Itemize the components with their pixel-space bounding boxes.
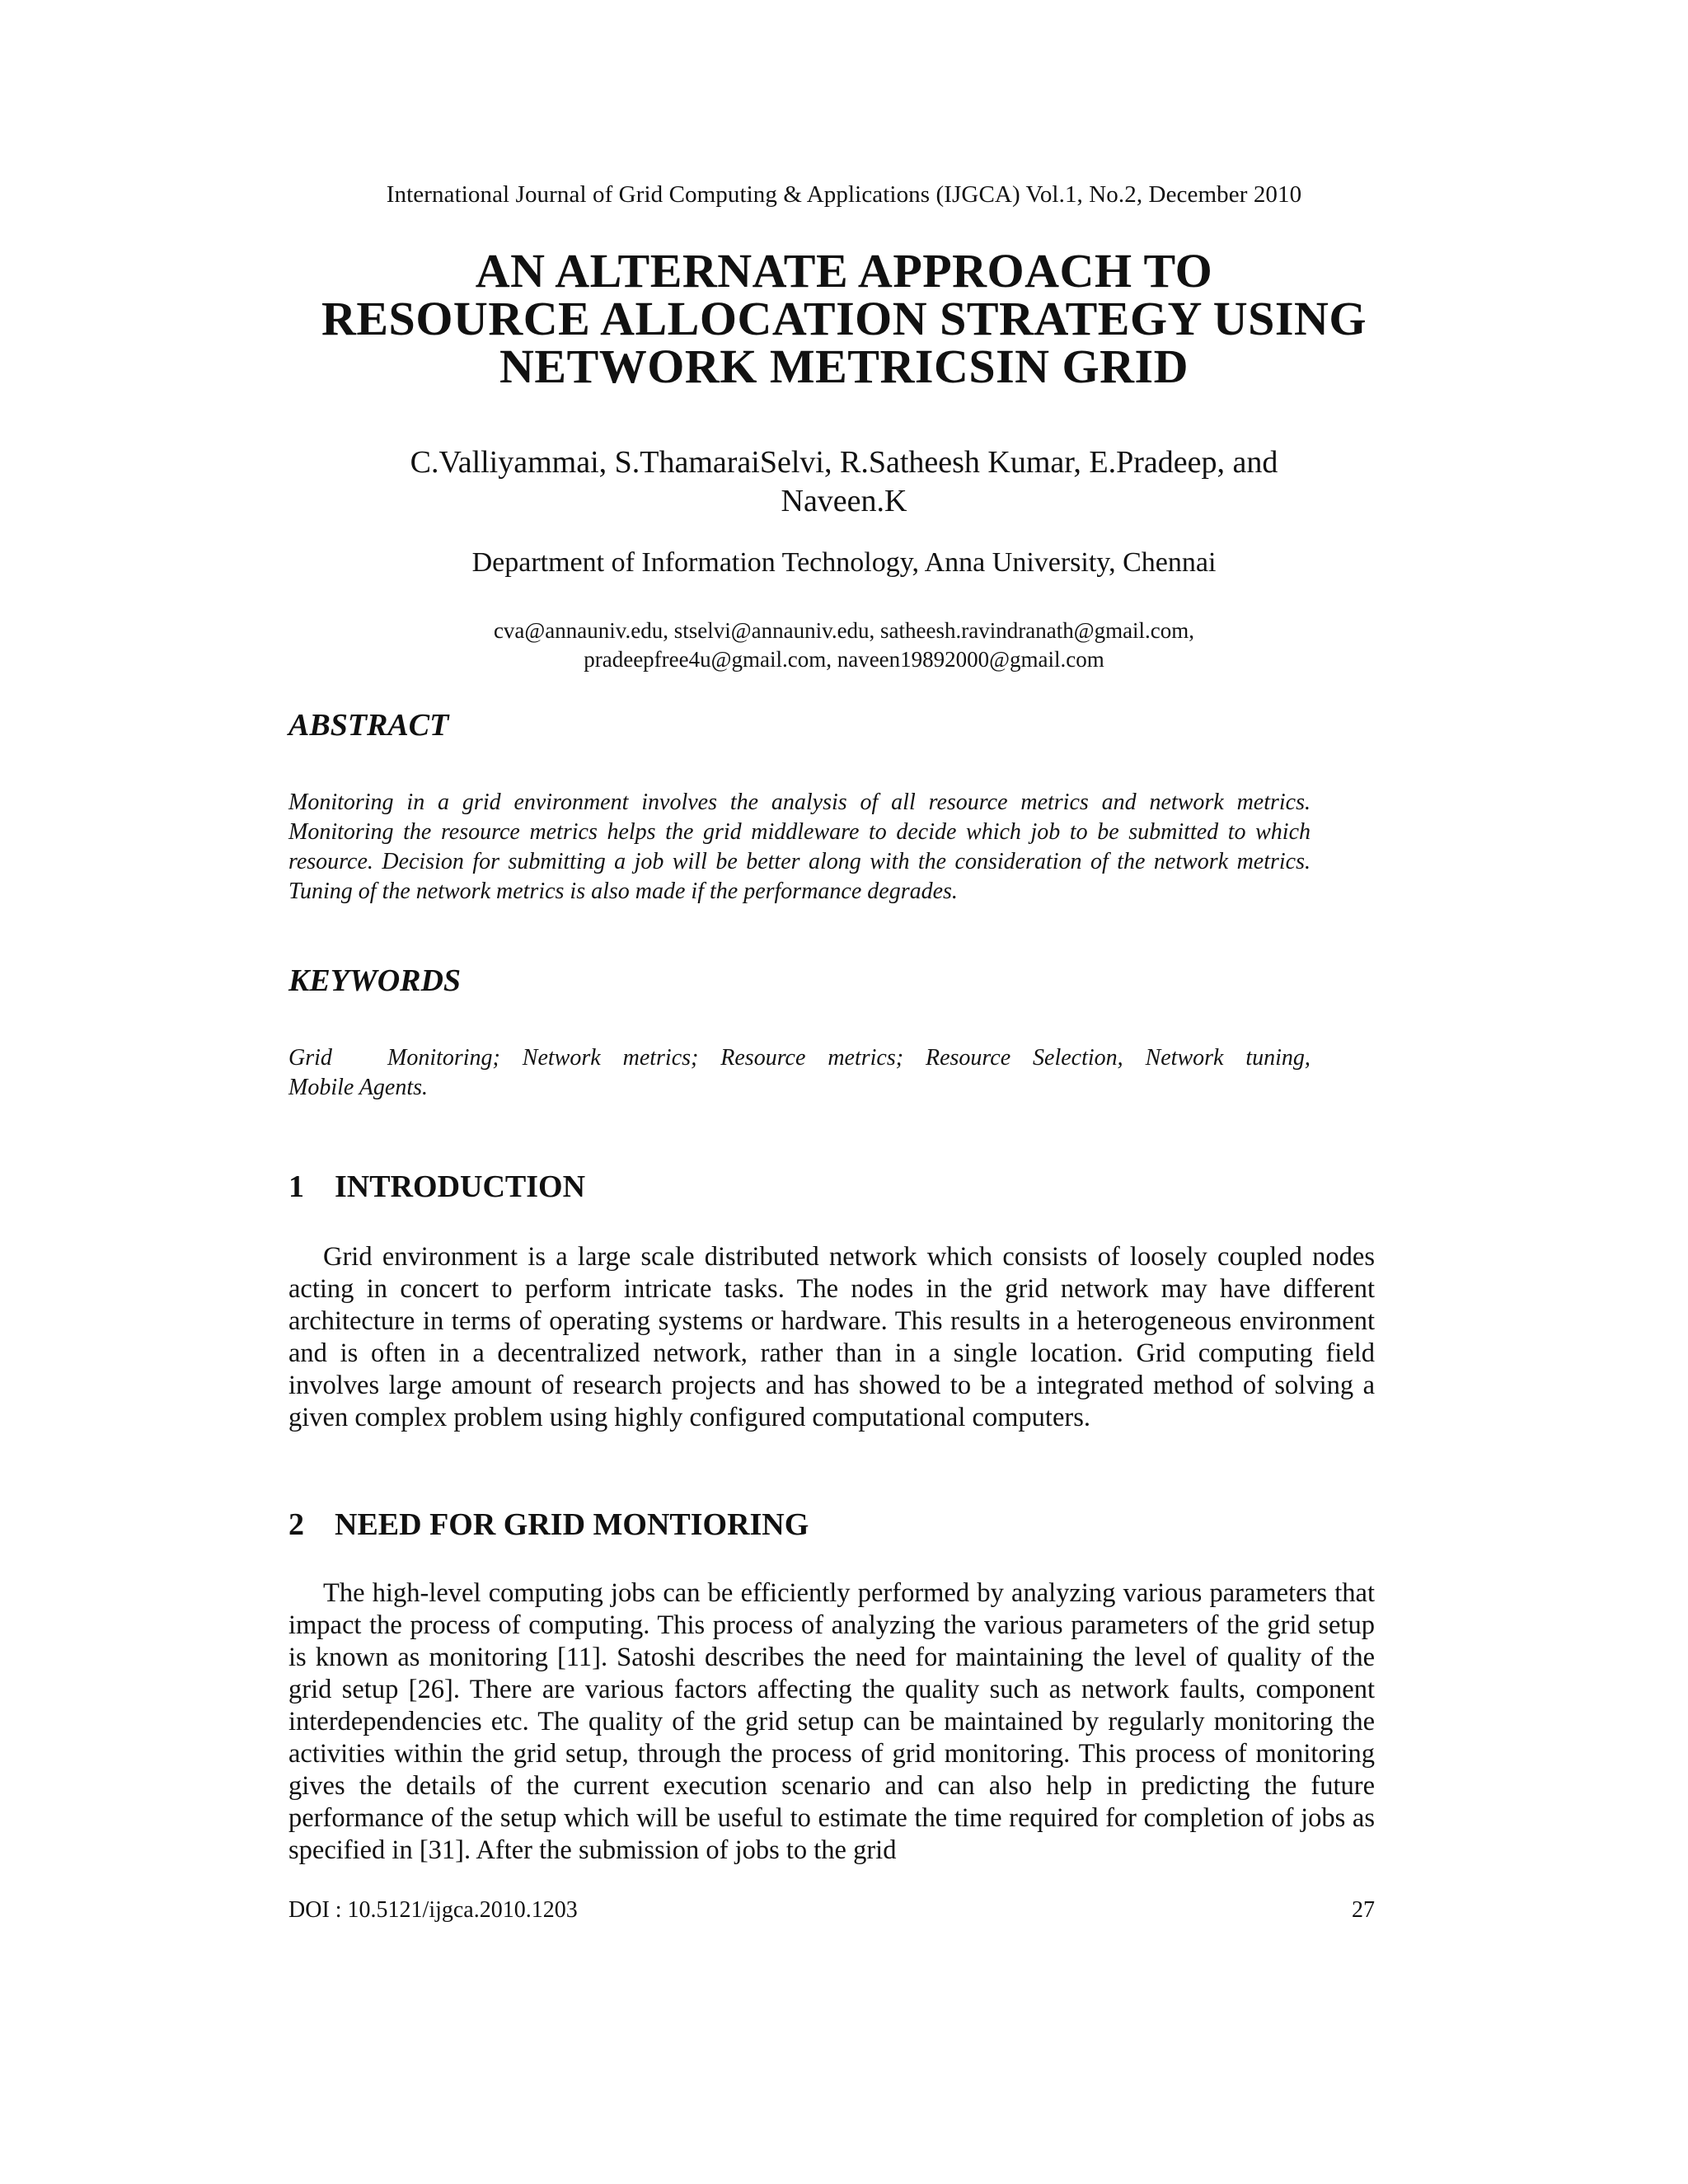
keyword-token: Monitoring; (387, 1045, 500, 1071)
keyword-token: Grid (288, 1045, 332, 1071)
author-emails (0, 616, 1688, 674)
keyword-token: Resource (925, 1045, 1011, 1071)
introduction-paragraph: Grid environment is a large scale distributed network which consists of loosely coupled nodes acting in concert to perform intricate tasks. The nodes in the grid network may have different architecture in terms of operating systems or hardware. This results in a heterogeneous environment and is often in a decentralized network, rather than in a single location. Grid computing field involves large amount of research projects and has showed to be a integrated method of solving a given complex problem using highly configured computational computers. (288, 1242, 1375, 1432)
section-title: NEED FOR GRID MONTIORING (335, 1507, 809, 1542)
abstract-text: Monitoring in a grid environment involves the analysis of all resource metrics and network metrics. Monitoring the resource metrics helps the grid middleware to decide which job to be submitted to which resource. Decision for submitting a job will be better along with the consideration of the network metrics. Tuning of the network metrics is also made if the performance degrades. (288, 790, 1311, 904)
section-number: 1 (288, 1169, 304, 1204)
section-heading-introduction (288, 1169, 585, 1205)
footer-doi: DOI : 10.5121/ijgca.2010.1203 (288, 1897, 578, 1923)
keywords-line: Mobile Agents. (288, 1075, 429, 1100)
running-header: International Journal of Grid Computing & Applications (IJGCA) Vol.1, No.2, December 2010 (386, 181, 1302, 208)
title-line: RESOURCE ALLOCATION STRATEGY USING (321, 292, 1367, 345)
keyword-token: Selection, (1033, 1045, 1123, 1071)
title-line: NETWORK METRICSIN GRID (499, 340, 1189, 393)
keywords-text (288, 1043, 1311, 1103)
affiliation: Department of Information Technology, Anna University, Chennai (471, 547, 1217, 578)
page-number: 27 (1352, 1897, 1375, 1923)
grid-monitoring-paragraph: The high-level computing jobs can be efficiently performed by analyzing various parameters that impact the process of computing. This process of analyzing the various parameters of the grid setup is known as monitoring [11]. Satoshi describes the need for maintaining the level of quality of the grid setup [26]. There are various factors affecting the quality such as network faults, component interdependencies etc. The quality of the grid setup can be maintained by regularly monitoring the activities within the grid setup, through the process of grid monitoring. This process of monitoring gives the details of the current execution scenario and can also help in predicting the future performance of the setup which will be useful to estimate the time required for completion of jobs as specified in [31]. After the submission of jobs to the grid (288, 1578, 1375, 1865)
keyword-token: metrics; (828, 1045, 904, 1071)
author-line: C.Valliyammai, S.ThamaraiSelvi, R.Satheesh Kumar, E.Pradeep, and (410, 445, 1278, 480)
keyword-token: Network (1145, 1045, 1224, 1071)
keywords-rest (387, 1043, 1311, 1073)
author-list (247, 443, 1441, 521)
section-title: INTRODUCTION (335, 1169, 586, 1204)
keyword-token: Network (522, 1045, 601, 1071)
author-line: Naveen.K (781, 484, 907, 518)
keywords-line (288, 1043, 1311, 1073)
email-line: pradeepfree4u@gmail.com, naveen19892000@gmail.com (584, 647, 1104, 672)
keyword-token: tuning, (1245, 1045, 1311, 1071)
email-line: cva@annauniv.edu, stselvi@annauniv.edu, satheesh.ravindranath@gmail.com, (493, 618, 1195, 643)
section-number: 2 (288, 1507, 304, 1542)
section-heading-grid-monitoring (288, 1507, 809, 1543)
keyword-token: Resource (720, 1045, 806, 1071)
title-line: AN ALTERNATE APPROACH TO (475, 244, 1213, 298)
abstract-heading: ABSTRACT (288, 708, 449, 743)
keyword-token: metrics; (622, 1045, 699, 1071)
keywords-heading: KEYWORDS (288, 963, 462, 998)
paper-title (165, 244, 1523, 393)
